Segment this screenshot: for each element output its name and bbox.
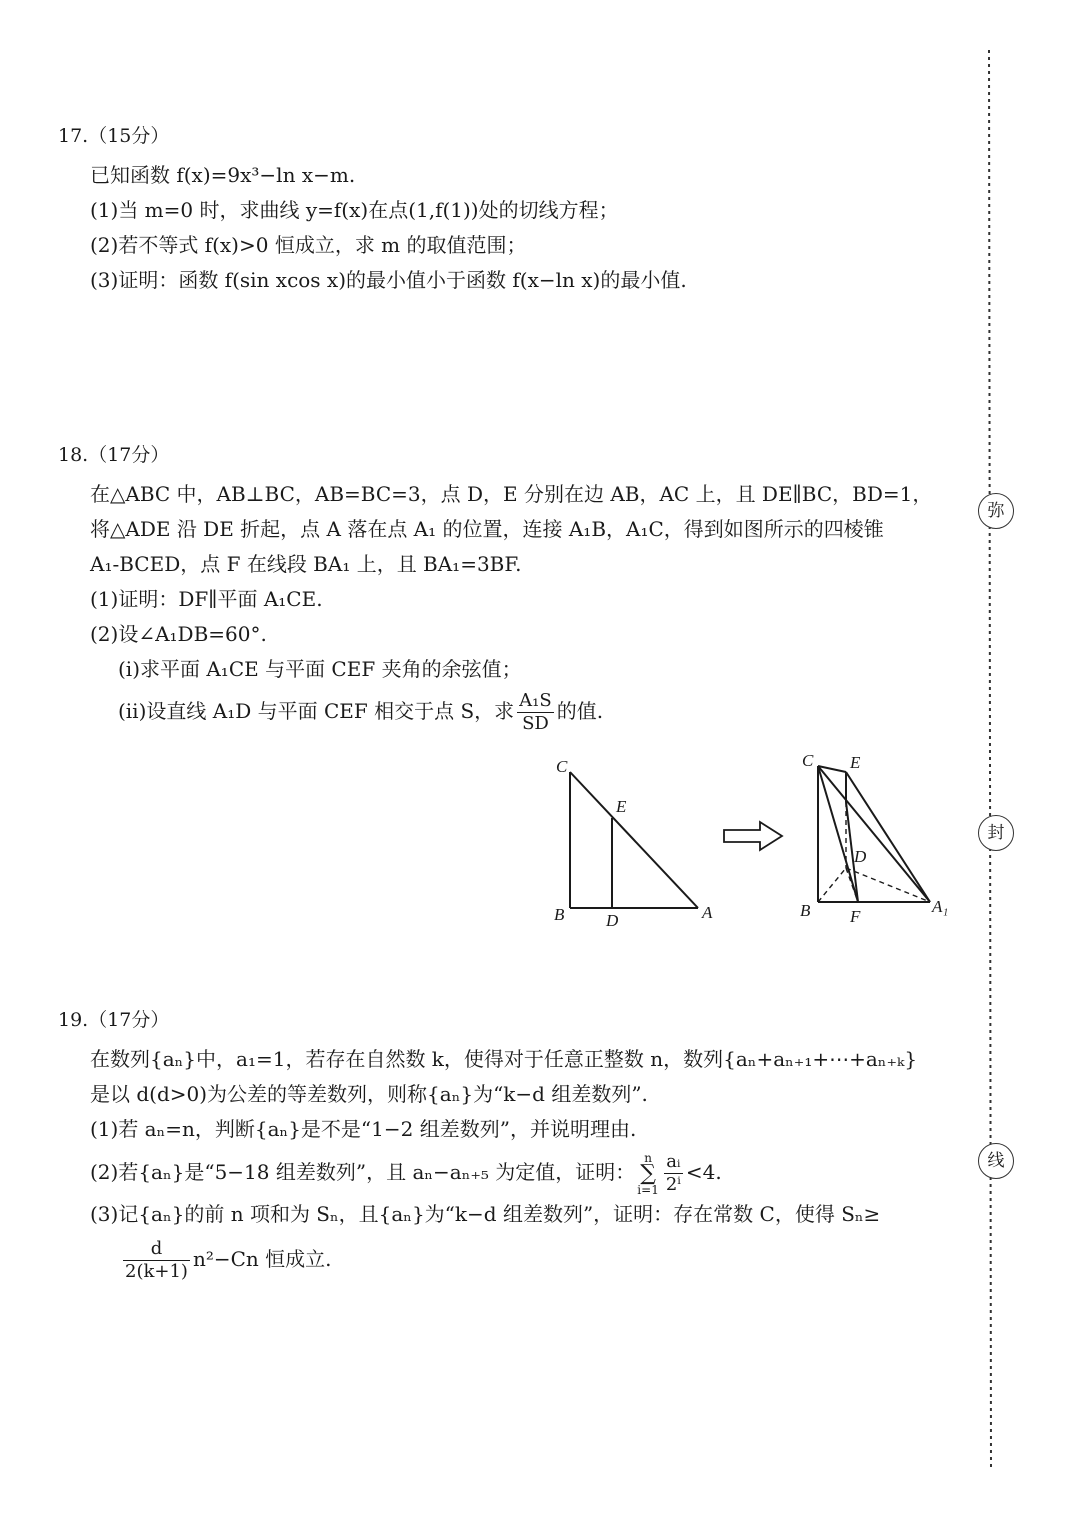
question-17-heading: 17.（15分）: [58, 125, 170, 147]
right-edge-ca1: [818, 766, 930, 902]
label-a1-right: A₁: [932, 897, 949, 916]
sum-symbol: [637, 1152, 659, 1196]
sum-fraction: [664, 1151, 683, 1196]
question-18: [58, 443, 958, 735]
label-b-left: B: [554, 905, 565, 924]
ratio-numerator: A₁S: [519, 690, 552, 711]
coef-fraction: [123, 1238, 190, 1283]
label-d-left: D: [606, 911, 619, 930]
q18-line-3: A₁-BCED，点 F 在线段 BA₁ 上，且 BA₁=3BF.: [90, 552, 522, 576]
ratio-denominator: SD: [522, 713, 549, 734]
question-19-heading: 19.（17分）: [58, 1009, 170, 1031]
label-d-right: D: [854, 847, 867, 866]
seal-mi: 弥: [978, 493, 1014, 529]
hidden-edge-da1: [846, 868, 930, 902]
q18-part-2-i: (ⅰ)求平面 A₁CE 与平面 CEF 夹角的余弦值；: [118, 657, 522, 681]
label-b-right: B: [800, 901, 811, 920]
q18-line-2: 将△ADE 沿 DE 折起，点 A 落在点 A₁ 的位置，连接 A₁B，A₁C，得到如图所示的四棱锥: [90, 517, 884, 541]
q17-part-3: (3)证明：函数 f(sin xcos x)的最小值小于函数 f(x−ln x)的最小值.: [90, 268, 687, 292]
q17-part-1: (1)当 m=0 时，求曲线 y=f(x)在点(1,f(1))处的切线方程；: [90, 198, 619, 222]
q19-part-1: (1)若 aₙ=n，判断{aₙ}是不是“1−2 组差数列”，并说明理由.: [90, 1117, 637, 1141]
ratio-fraction: [517, 690, 554, 735]
seal-feng: 封: [978, 815, 1014, 851]
question-17: [58, 124, 958, 298]
label-c-left: C: [556, 757, 568, 776]
question-18-heading: 18.（17分）: [58, 444, 170, 466]
q18-line-1: 在△ABC 中，AB⊥BC，AB=BC=3，点 D，E 分别在边 AB，AC 上，且 DE∥BC，BD=1，: [90, 482, 933, 506]
q18-part-2-ii: [58, 687, 958, 735]
q17-line-1: 已知函数 f(x)=9x³−ln x−m.: [90, 163, 356, 187]
q19-part-3-tail: n²−Cn 恒成立.: [192, 1247, 332, 1271]
coef-numerator: d: [123, 1238, 190, 1261]
q19-part-3-cont: [58, 1232, 958, 1286]
question-19: [58, 1008, 958, 1286]
sigma-icon: ∑: [640, 1160, 656, 1186]
sum-upper: n: [644, 1150, 652, 1165]
label-f-right: F: [850, 907, 861, 926]
q19-line-2: 是以 d(d>0)为公差的等差数列，则称{aₙ}为“k−d 组差数列”.: [90, 1082, 648, 1106]
q17-part-2: (2)若不等式 f(x)>0 恒成立，求 m 的取值范围；: [90, 233, 527, 257]
q19-part-2: [58, 1147, 958, 1197]
label-a-left: A: [702, 903, 713, 922]
fold-arrow-icon: [724, 822, 782, 850]
geometry-figures: [540, 750, 960, 940]
seal-xian: 线: [978, 1143, 1014, 1179]
q18-part-2-ii-tail: 的值.: [556, 699, 604, 723]
left-edge-ca: [570, 772, 698, 908]
right-edge-cf: [818, 766, 858, 902]
label-e-right: E: [850, 753, 861, 772]
q19-part-2-text: (2)若{aₙ}是“5−18 组差数列”，且 aₙ−aₙ₊₅ 为定值，证明：: [90, 1160, 636, 1184]
binding-line: [972, 40, 1022, 1480]
hidden-edge-bd: [818, 868, 846, 902]
sum-lower: i=1: [637, 1182, 659, 1197]
q19-line-1: 在数列{aₙ}中，a₁=1，若存在自然数 k，使得对于任意正整数 n，数列{aₙ+aₙ₊₁+⋯+aₙ₊ₖ}: [90, 1047, 918, 1071]
q18-part-1: (1)证明：DF∥平面 A₁CE.: [90, 587, 323, 611]
label-e-left: E: [616, 797, 627, 816]
figure-svg: [540, 750, 960, 940]
q19-part-2-tail: <4.: [685, 1160, 722, 1184]
sum-numerator: aᵢ: [664, 1151, 683, 1174]
label-c-right: C: [802, 751, 814, 770]
sum-denominator: 2ⁱ: [665, 1174, 681, 1195]
right-edge-ea1: [846, 772, 930, 902]
coef-denominator: 2(k+1): [125, 1261, 188, 1282]
q19-part-3: (3)记{aₙ}的前 n 项和为 Sₙ，且{aₙ}为“k−d 组差数列”，证明：存在常数 C，使得 Sₙ≥: [90, 1202, 881, 1226]
q18-part-2-ii-text: (ⅱ)设直线 A₁D 与平面 CEF 相交于点 S，求: [118, 699, 515, 723]
q18-part-2: (2)设∠A₁DB=60°.: [90, 622, 267, 646]
